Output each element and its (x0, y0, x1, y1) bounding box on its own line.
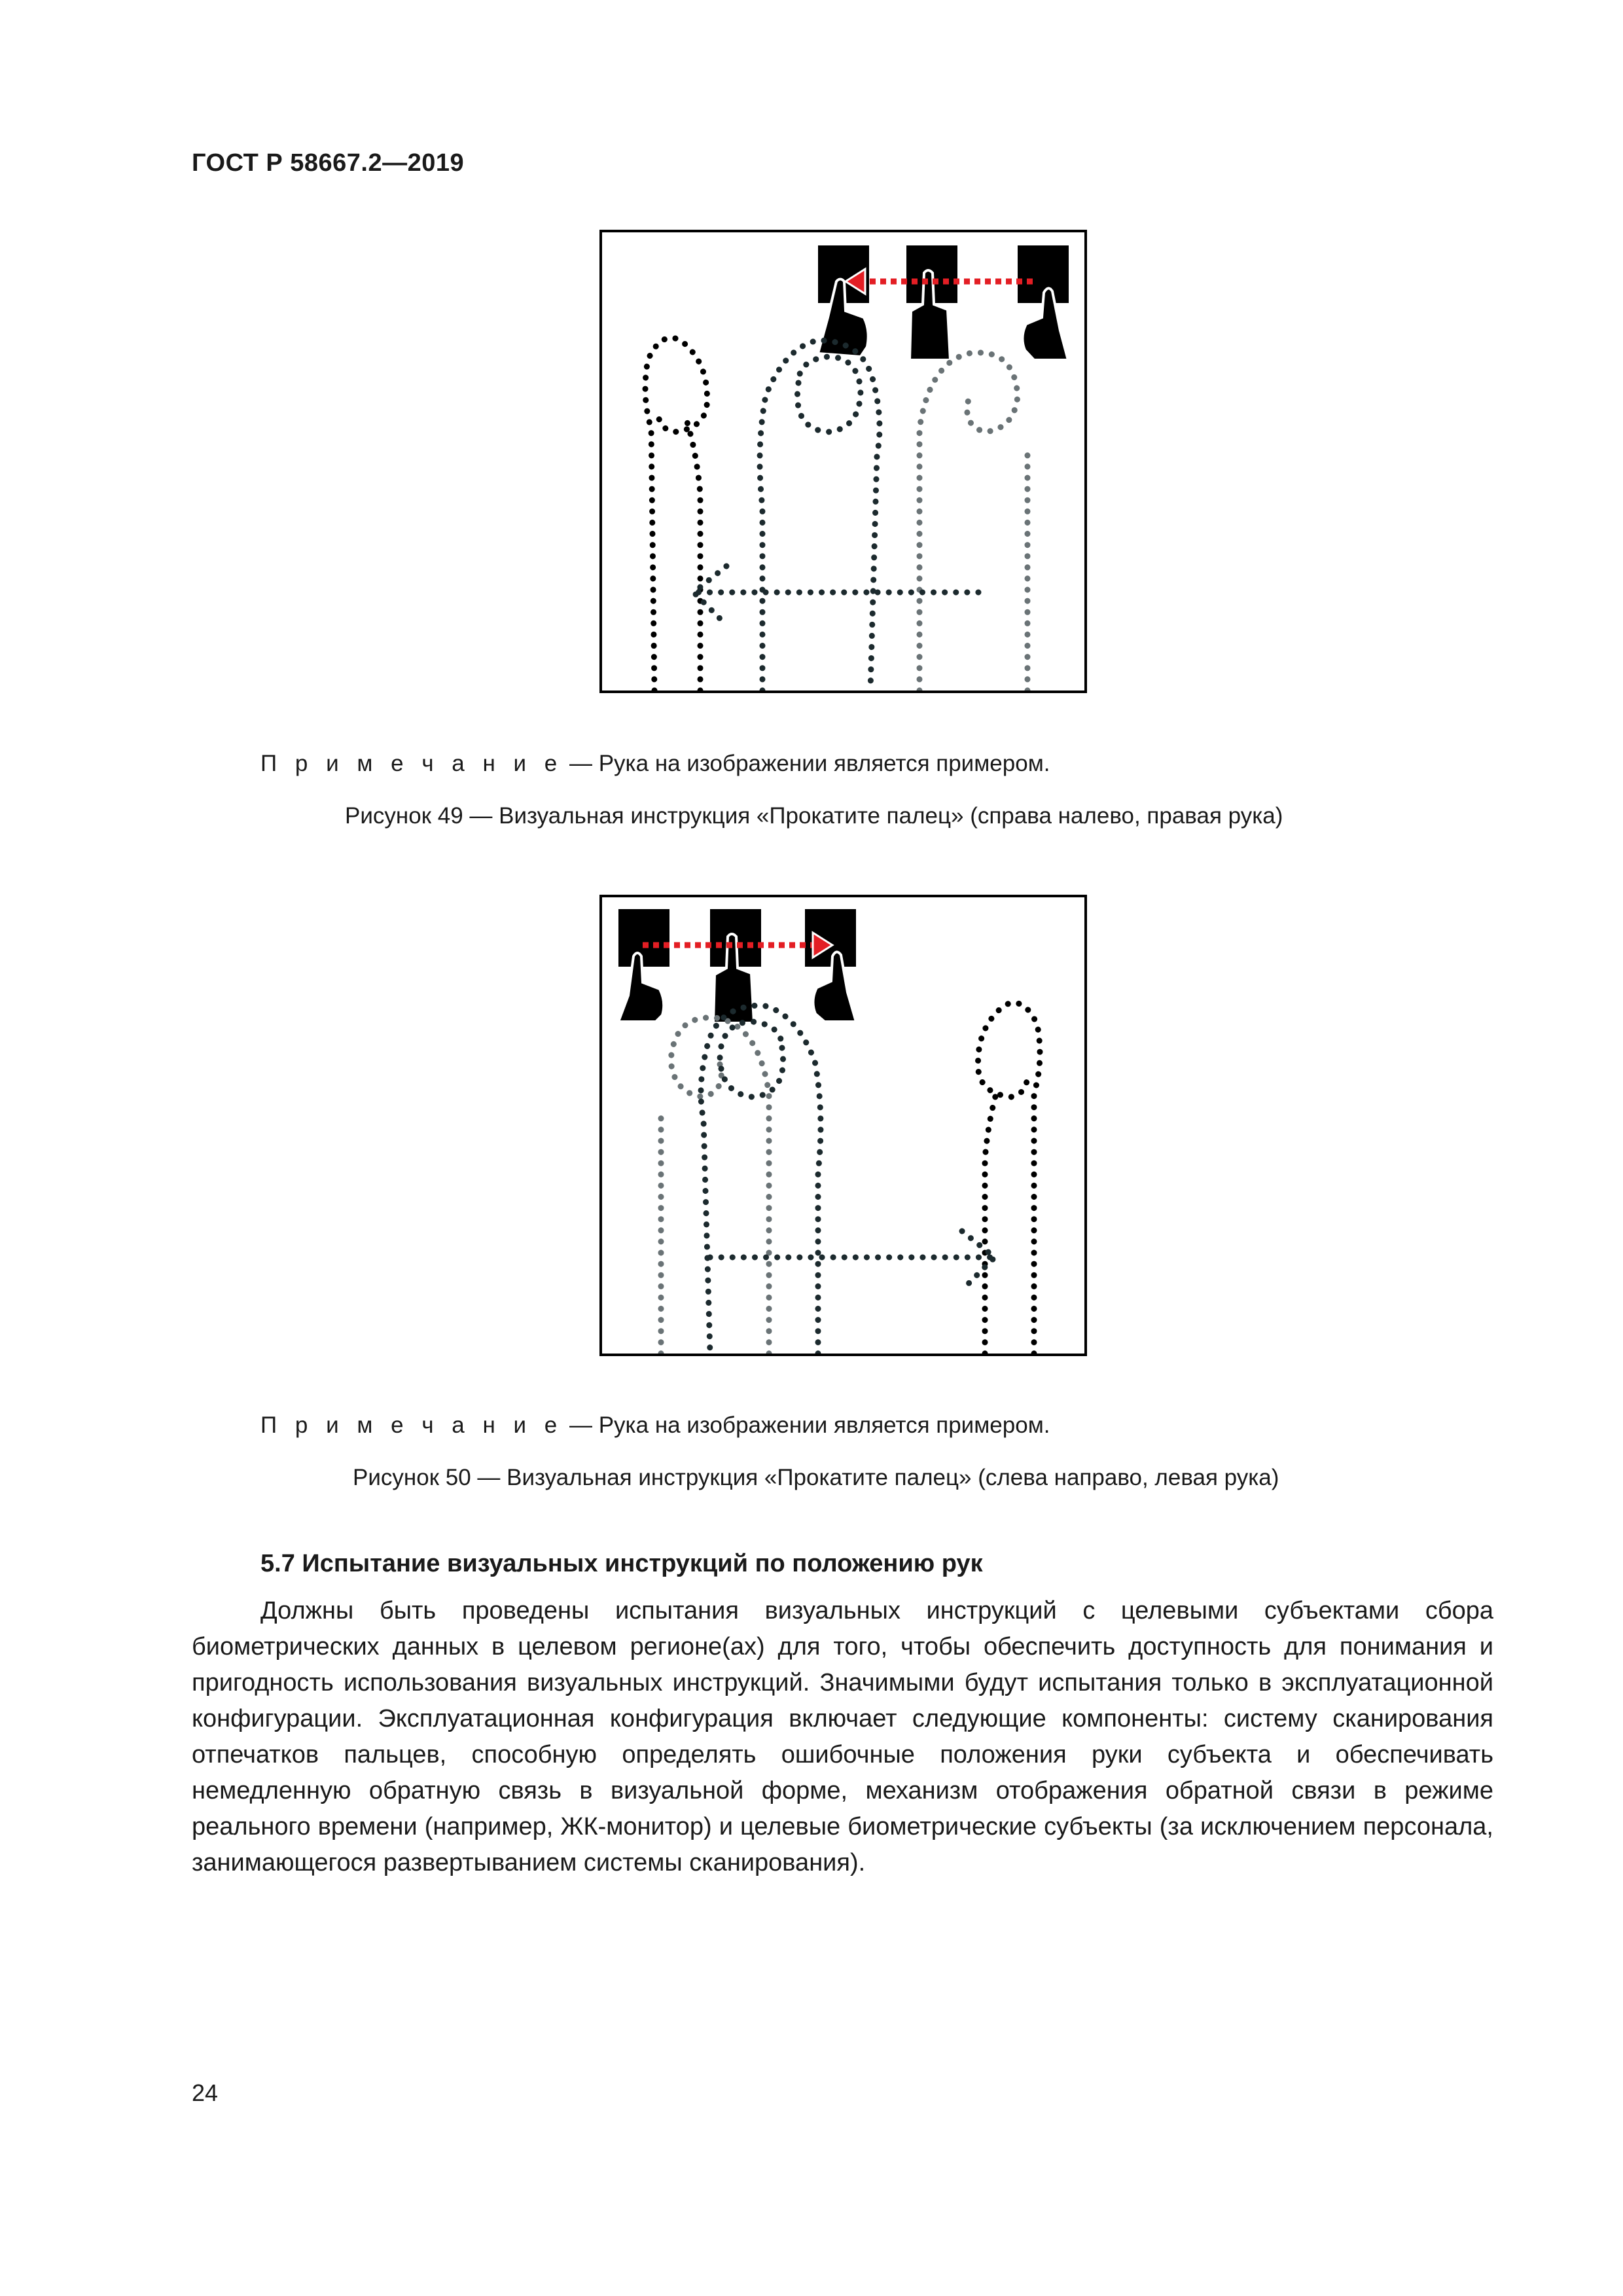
figure-50-caption: Рисунок 50 — Визуальная инструкция «Прокатите палец» (слева направо, левая рука) (353, 1465, 1279, 1490)
dotted-finger-outlines (645, 338, 1027, 691)
note-text: — Рука на изображении является примером. (563, 751, 1050, 776)
section-title: 5.7 Испытание визуальных инструкций по положению рук (260, 1550, 983, 1577)
scanner-icon-right (805, 909, 856, 1022)
document-header: ГОСТ Р 58667.2—2019 (192, 149, 465, 177)
note-label: П р и м е ч а н и е (260, 1412, 563, 1438)
scanner-icon-center (906, 245, 957, 360)
figure-49-illustration (599, 230, 1087, 693)
scanner-icon-left (618, 909, 669, 1022)
figure-50-illustration (599, 895, 1087, 1356)
figure-49-note (260, 751, 1050, 777)
dotted-finger-outlines (661, 1003, 1040, 1354)
roll-finger-left-to-right-graphic (602, 897, 1084, 1354)
figure-49-caption: Рисунок 49 — Визуальная инструкция «Прокатите палец» (справа налево, правая рука) (345, 803, 1283, 829)
section-paragraph: Должны быть проведены испытания визуальных инструкций с целевыми субъектами сбора биометрических данных в целевом регионе(ах) для того, чтобы обеспечить доступность для понимания и пригодность использования визуальных инструкций. Значимыми будут испытания только в эксплуатационной конфигурации. Эксплуатационная конфигурация включает следующие компоненты: систему сканирования отпечатков пальцев, способную определять ошибочные положения руки субъекта и обеспечивать немедленную обратную связь в визуальной форме, механизм отображения обратной связи в режиме реального времени (например, ЖК-монитор) и целевые биометрические субъекты (за исключением персонала, занимающегося развертыванием системы сканирования). (192, 1597, 1493, 1876)
scanner-icon-right (1018, 245, 1069, 360)
page-number: 24 (192, 2079, 219, 2106)
note-label: П р и м е ч а н и е (260, 751, 563, 776)
roll-finger-right-to-left-graphic (602, 232, 1084, 691)
note-text: — Рука на изображении является примером. (563, 1412, 1050, 1438)
figure-50-note (260, 1412, 1050, 1439)
